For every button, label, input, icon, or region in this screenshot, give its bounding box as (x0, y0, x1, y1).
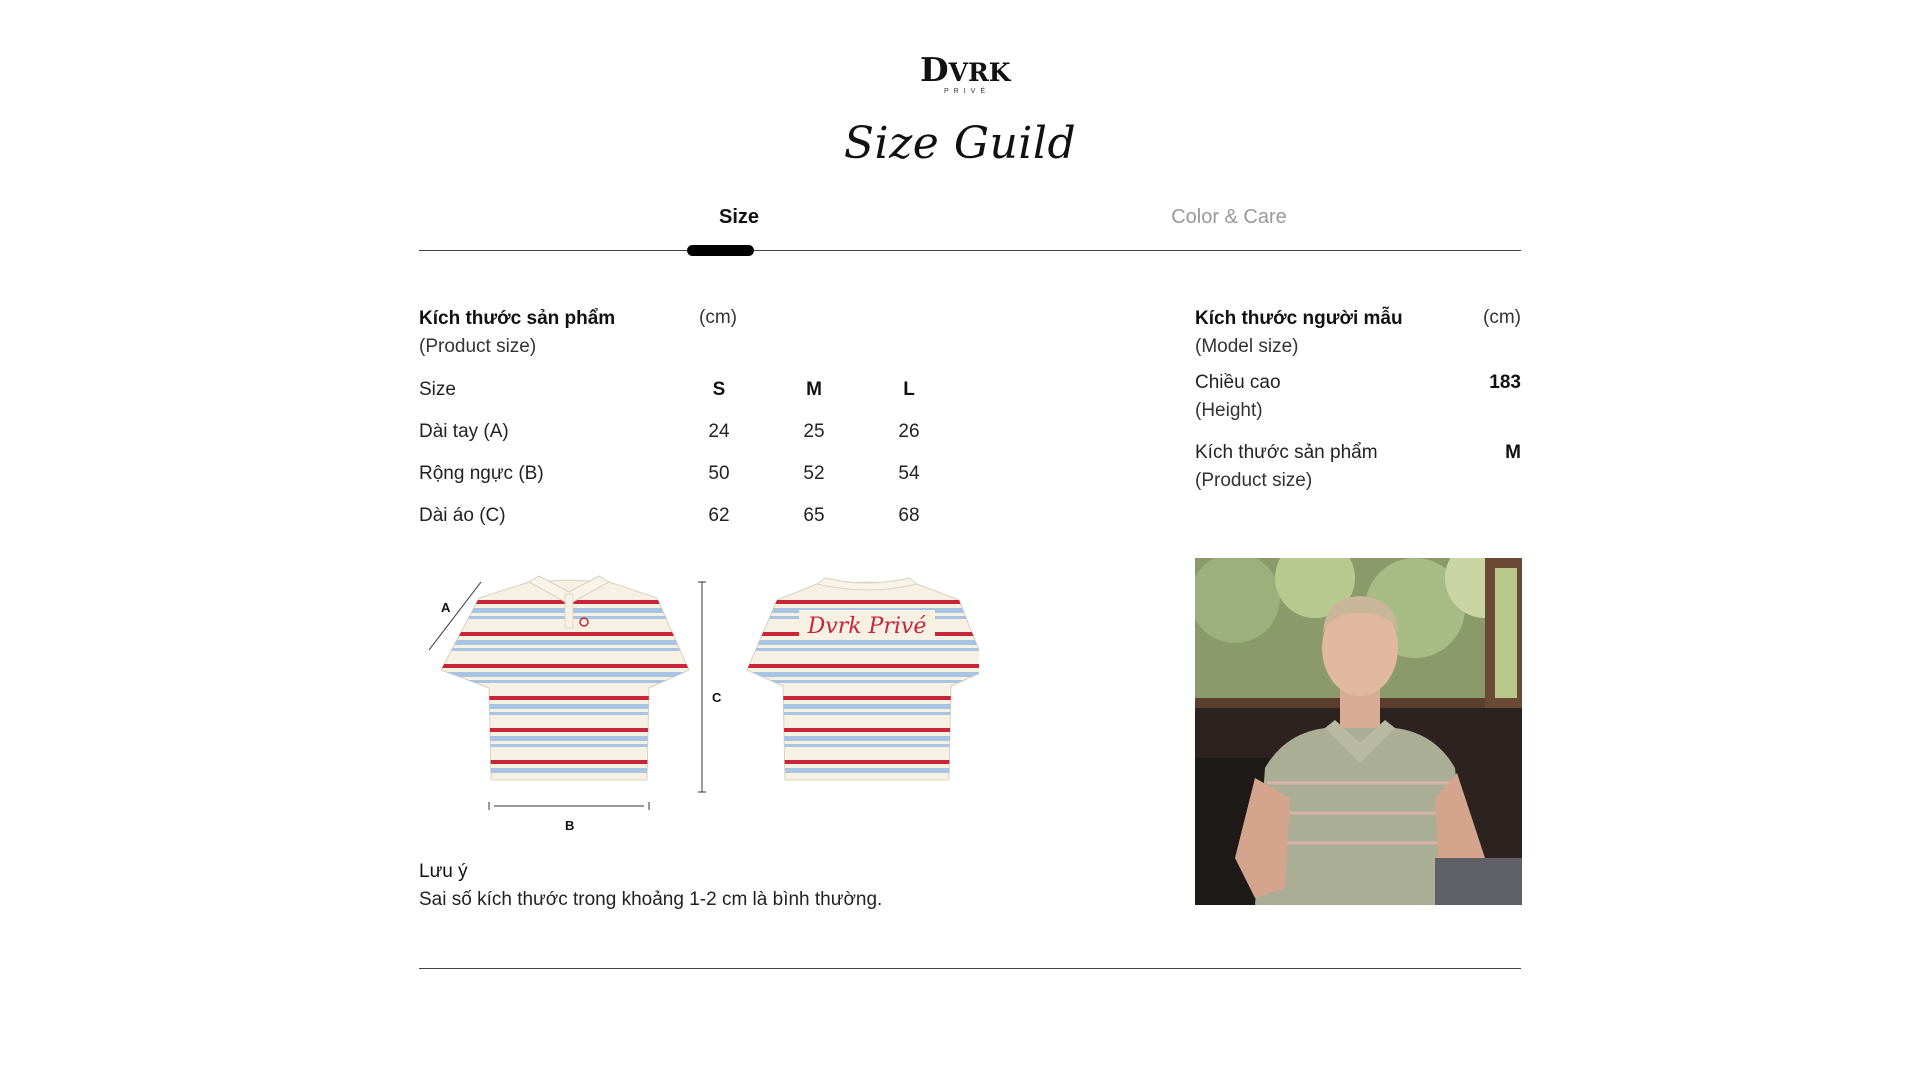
measure-label-b: B (565, 818, 575, 833)
tab-color-care[interactable]: Color & Care (1171, 206, 1287, 228)
model-row-sub: (Product size) (1195, 470, 1313, 491)
model-photo-image (1195, 558, 1522, 905)
front-shirt (419, 576, 719, 780)
cell-value: 62 (708, 505, 730, 526)
product-size-unit: (cm) (699, 307, 737, 328)
tab-size[interactable]: Size (718, 206, 760, 228)
size-col-m: M (806, 379, 822, 400)
page-title: Size Guild (843, 118, 1077, 169)
cell-value: 65 (803, 505, 825, 526)
tab-divider (419, 250, 1521, 251)
model-row-product-size (1195, 439, 1521, 509)
model-size-header (1195, 305, 1521, 369)
model-row-sub: (Height) (1195, 400, 1263, 421)
polo-shirt-diagram (419, 570, 979, 840)
back-shirt (739, 578, 979, 780)
measure-label-c: C (712, 690, 722, 705)
row-label: Dài tay (A) (419, 421, 509, 442)
model-row-height (1195, 369, 1521, 439)
product-size-subtitle: (Product size) (419, 336, 537, 357)
cell-value: 50 (708, 463, 730, 484)
bottom-divider (419, 968, 1521, 969)
table-row (419, 495, 979, 537)
model-row-value: 183 (1489, 372, 1521, 393)
row-label: Dài áo (C) (419, 505, 506, 526)
cell-value: 54 (898, 463, 920, 484)
table-row (419, 411, 979, 453)
size-col-l: L (903, 379, 915, 400)
cell-value: 52 (803, 463, 825, 484)
model-size-table (1195, 305, 1521, 509)
measure-label-a: A (441, 600, 451, 615)
product-size-header (419, 305, 979, 369)
row-label: Rộng ngực (B) (419, 463, 544, 484)
size-col-s: S (712, 379, 726, 400)
cell-value: 68 (898, 505, 920, 526)
cell-value: 25 (803, 421, 825, 442)
model-row-label: Kích thước sản phẩm (1195, 442, 1378, 463)
model-size-title: Kích thước người mẫu (1195, 308, 1403, 329)
brand-logo[interactable] (920, 52, 1010, 95)
product-size-table (419, 305, 979, 537)
model-photo (1195, 558, 1522, 905)
product-size-title: Kích thước sản phẩm (419, 308, 616, 329)
model-row-value: M (1505, 442, 1521, 463)
cell-value: 24 (708, 421, 730, 442)
garment-measurement-diagram (419, 570, 979, 840)
tab-bar (419, 200, 1521, 252)
size-note (419, 858, 882, 914)
back-print-text: Dvrk Privé (807, 614, 927, 639)
active-tab-indicator (687, 245, 754, 256)
size-header-row (419, 369, 979, 411)
size-header-label: Size (419, 379, 456, 400)
cell-value: 26 (898, 421, 920, 442)
model-row-label: Chiều cao (1195, 372, 1281, 393)
logo-wordmark: DVRK (920, 50, 1011, 89)
note-text: Sai số kích thước trong khoảng 1-2 cm là bình thường. (419, 889, 883, 910)
model-size-unit: (cm) (1483, 307, 1521, 328)
logo-subtitle: PRIVÉ (943, 88, 990, 95)
table-row (419, 453, 979, 495)
model-size-subtitle: (Model size) (1195, 336, 1299, 357)
note-title: Lưu ý (419, 861, 468, 882)
